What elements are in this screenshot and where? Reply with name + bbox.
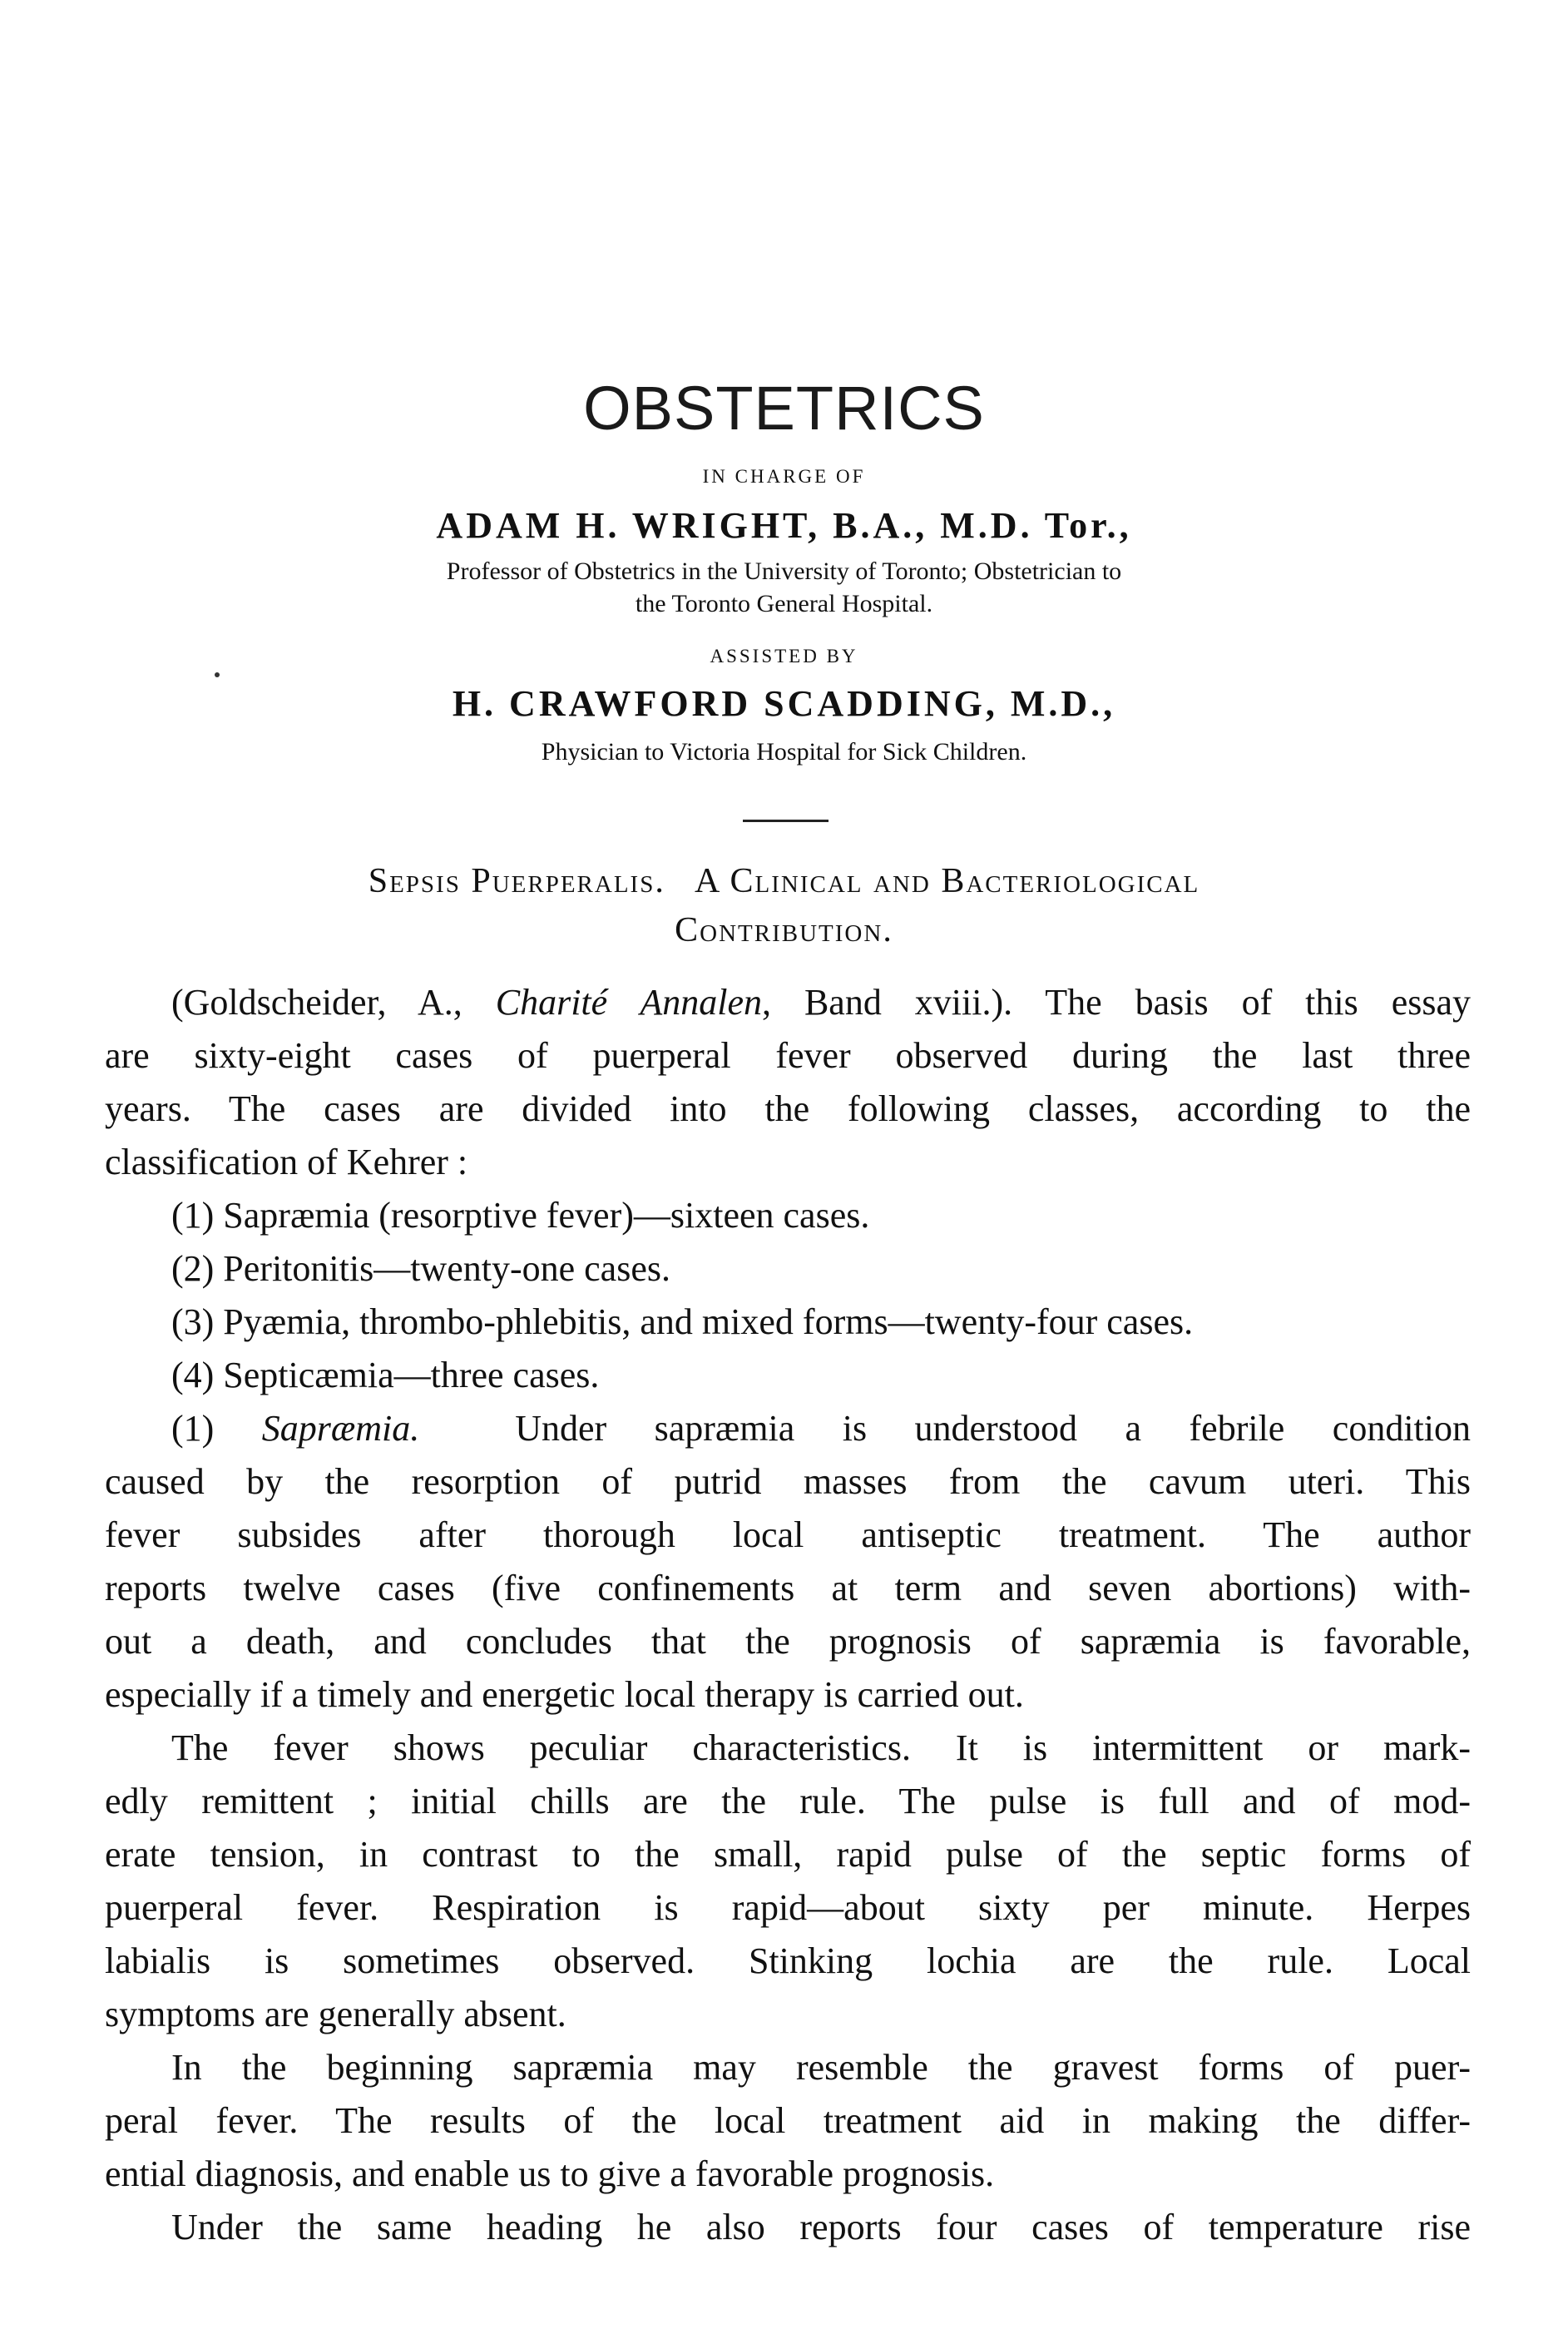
list-item: (3) Pyæmia, thrombo-phlebitis, and mixed forms—twenty-four cases. — [171, 1301, 1194, 1342]
text-line: are sixty-eight cases of puerperal fever observed during the last three — [105, 1035, 1471, 1076]
section-heading: Sapræmia. — [261, 1408, 420, 1449]
text-line: Under the same heading he also reports four cases of temperature rise — [171, 2207, 1471, 2247]
assisted-by-label: ASSISTED BY — [710, 646, 858, 667]
text-line — [171, 1404, 1471, 1454]
print-speck — [215, 672, 220, 677]
section-text: Under sapræmia is understood a febrile condition — [419, 1408, 1471, 1449]
list-item: (4) Septicæmia—three cases. — [171, 1355, 600, 1395]
citation-journal: Charité Annalen — [495, 982, 762, 1023]
editor-name: ADAM H. WRIGHT, B.A., M.D. Tor., — [436, 505, 1132, 546]
text-line: edly remittent ; initial chills are the rule. The pulse is full and of mod- — [105, 1781, 1471, 1821]
in-charge-label: IN CHARGE OF — [702, 466, 866, 487]
editor-affiliation-line-2: the Toronto General Hospital. — [635, 590, 933, 617]
text-line: reports twelve cases (five confinements at term and seven abortions) with- — [105, 1568, 1471, 1608]
article-title-line-1: Sepsis Puerperalis. A Clinical and Bacteriological — [368, 862, 1200, 900]
text-line: classification of Kehrer : — [105, 1142, 468, 1182]
text-line: symptoms are generally absent. — [105, 1994, 566, 2034]
text-line: caused by the resorption of putrid masses from the cavum uteri. This — [105, 1461, 1471, 1502]
text-line: puerperal fever. Respiration is rapid—about sixty per minute. Herpes — [105, 1887, 1471, 1928]
text-line: years. The cases are divided into the following classes, according to the — [105, 1088, 1471, 1129]
text-line: The fever shows peculiar characteristics. It is intermittent or mark- — [171, 1727, 1471, 1768]
department-title: OBSTETRICS — [583, 374, 985, 443]
assistant-name: H. CRAWFORD SCADDING, M.D., — [452, 683, 1116, 724]
list-item: (1) Sapræmia (resorptive fever)—sixteen cases. — [171, 1195, 870, 1236]
text-line: erate tension, in contrast to the small, rapid pulse of the septic forms of — [105, 1834, 1471, 1875]
text-line — [171, 978, 1471, 1028]
text-line: In the beginning sapræmia may resemble the gravest forms of puer- — [171, 2047, 1471, 2088]
citation-author: (Goldscheider, A., — [171, 982, 496, 1023]
text-line: peral fever. The results of the local treatment aid in making the differ- — [105, 2100, 1471, 2141]
text-line: especially if a timely and energetic local therapy is carried out. — [105, 1674, 1024, 1715]
section-divider — [743, 820, 829, 822]
article-title-line-2: Contribution. — [675, 911, 893, 949]
text-line: out a death, and concludes that the prognosis of sapræmia is favorable, — [105, 1621, 1471, 1662]
section-number: (1) — [171, 1408, 262, 1449]
editor-affiliation — [0, 555, 1568, 620]
text-line: labialis is sometimes observed. Stinking lochia are the rule. Local — [105, 1940, 1471, 1981]
text-line: fever subsides after thorough local antiseptic treatment. The author — [105, 1514, 1471, 1555]
list-item: (2) Peritonitis—twenty-one cases. — [171, 1248, 670, 1289]
editor-affiliation-line-1: Professor of Obstetrics in the University of Toronto; Obstetrician to — [446, 557, 1122, 585]
citation-rest: , Band xviii.). The basis of this essay — [761, 982, 1471, 1023]
assistant-affiliation: Physician to Victoria Hospital for Sick Children. — [541, 738, 1027, 766]
text-line: ential diagnosis, and enable us to give a favorable prognosis. — [105, 2153, 995, 2194]
